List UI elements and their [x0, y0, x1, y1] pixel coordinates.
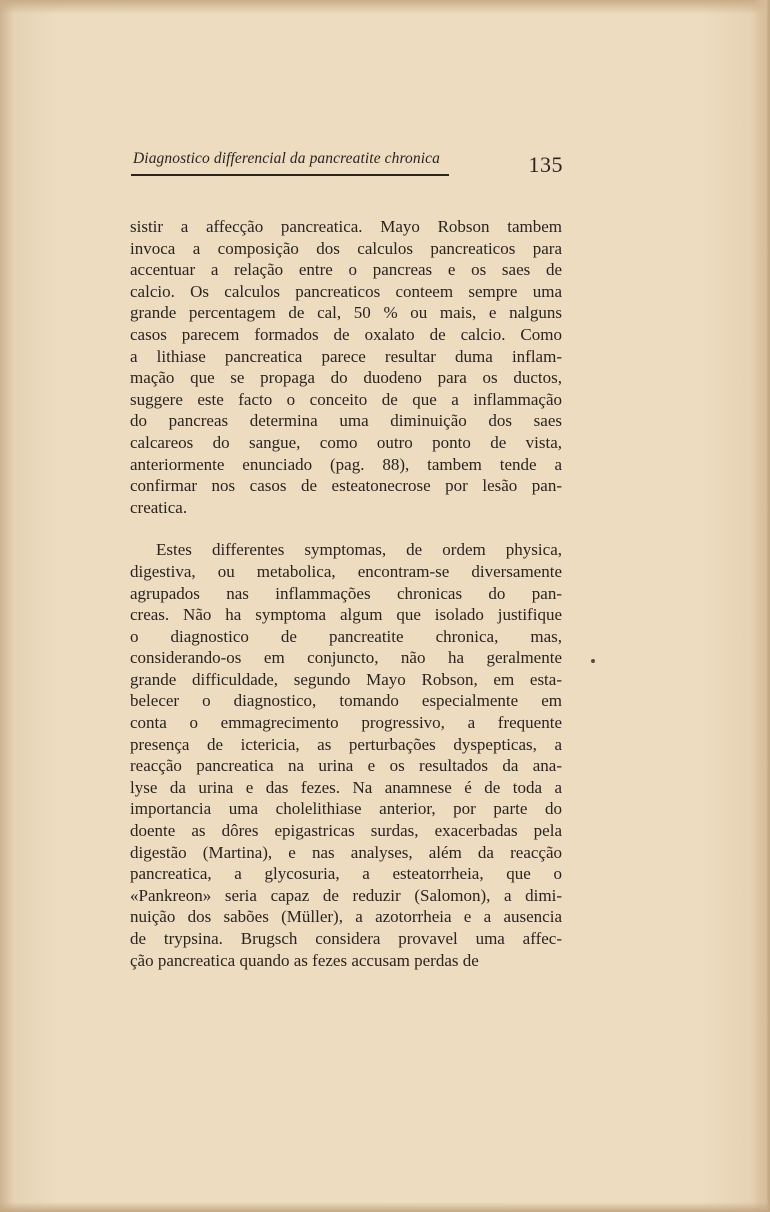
page-number: 135: [528, 152, 563, 177]
text-line: calcareos do sangue, como outro ponto de vista,: [130, 432, 562, 452]
text-line: presença de ictericia, as perturbações dyspepticas, a: [130, 734, 562, 754]
body-text: [130, 216, 562, 971]
text-line: o diagnostico de pancreatite chronica, mas,: [130, 626, 562, 646]
text-line: anteriormente enunciado (pag. 88), tambem tende a: [130, 454, 562, 474]
text-line: nuição dos sabões (Müller), a azotorrheia e a ausencia: [130, 907, 562, 927]
text-line: pancreatica, a glycosuria, a esteatorrheia, que o: [130, 864, 562, 884]
text-line: importancia uma cholelithiase anterior, por parte do: [130, 799, 562, 819]
text-line: digestão (Martina), e nas analyses, além da reacção: [130, 842, 562, 862]
text-line: digestiva, ou metabolica, encontram-se diversamente: [130, 561, 562, 581]
text-line: calcio. Os calculos pancreaticos conteem sempre uma: [130, 281, 562, 301]
text-line: creatica.: [130, 497, 188, 517]
paragraph: [130, 216, 562, 518]
text-line: accentuar a relação entre o pancreas e os saes de: [130, 260, 562, 280]
text-line: suggere este facto o conceito de que a inflammação: [130, 389, 562, 409]
text-line: «Pankreon» seria capaz de reduzir (Salomon), a dimi-: [130, 885, 562, 905]
text-line: reacção pancreatica na urina e os resultados da ana-: [130, 756, 562, 776]
page-header: [131, 150, 563, 190]
text-line: Estes differentes symptomas, de ordem physica,: [156, 540, 562, 560]
page-right-edge: [754, 0, 770, 1212]
text-line: a lithiase pancreatica parece resultar duma inflam-: [130, 346, 562, 366]
text-line: doente as dôres epigastricas surdas, exacerbadas pela: [130, 821, 562, 841]
running-title: Diagnostico differencial da pancreatite chronica: [133, 150, 440, 167]
text-line: grande difficuldade, segundo Mayo Robson, em esta-: [130, 669, 562, 689]
page-top-edge: [0, 0, 770, 14]
page-bottom-edge: [0, 1202, 770, 1212]
text-line: sistir a affecção pancreatica. Mayo Robson tambem: [130, 217, 562, 236]
text-line: ção pancreatica quando as fezes accusam perdas de: [130, 950, 479, 970]
text-line: creas. Não ha symptoma algum que isolado justifique: [130, 605, 562, 625]
text-line: do pancreas determina uma diminuição dos saes: [130, 411, 562, 431]
text-line: grande percentagem de cal, 50 % ou mais, e nalguns: [130, 303, 562, 323]
paragraph: [130, 539, 562, 971]
text-line: conta o emmagrecimento progressivo, a frequente: [130, 713, 562, 733]
text-line: lyse da urina e das fezes. Na anamnese é de toda a: [130, 777, 562, 797]
text-line: casos parecem formados de oxalato de calcio. Como: [130, 324, 562, 344]
text-line: belecer o diagnostico, tomando especialmente em: [130, 691, 562, 711]
ink-speck: [591, 659, 595, 663]
text-line: de trypsina. Brugsch considera provavel uma affec-: [130, 929, 562, 948]
text-line: mação que se propaga do duodeno para os ductos,: [130, 368, 562, 388]
text-line: agrupados nas inflammações chronicas do pan-: [130, 583, 562, 603]
text-line: considerando-os em conjuncto, não ha geralmente: [130, 648, 562, 668]
text-line: invoca a composição dos calculos pancreaticos para: [130, 238, 562, 258]
text-line: confirmar nos casos de esteatonecrose por lesão pan-: [130, 476, 562, 496]
header-rule: [131, 174, 449, 176]
